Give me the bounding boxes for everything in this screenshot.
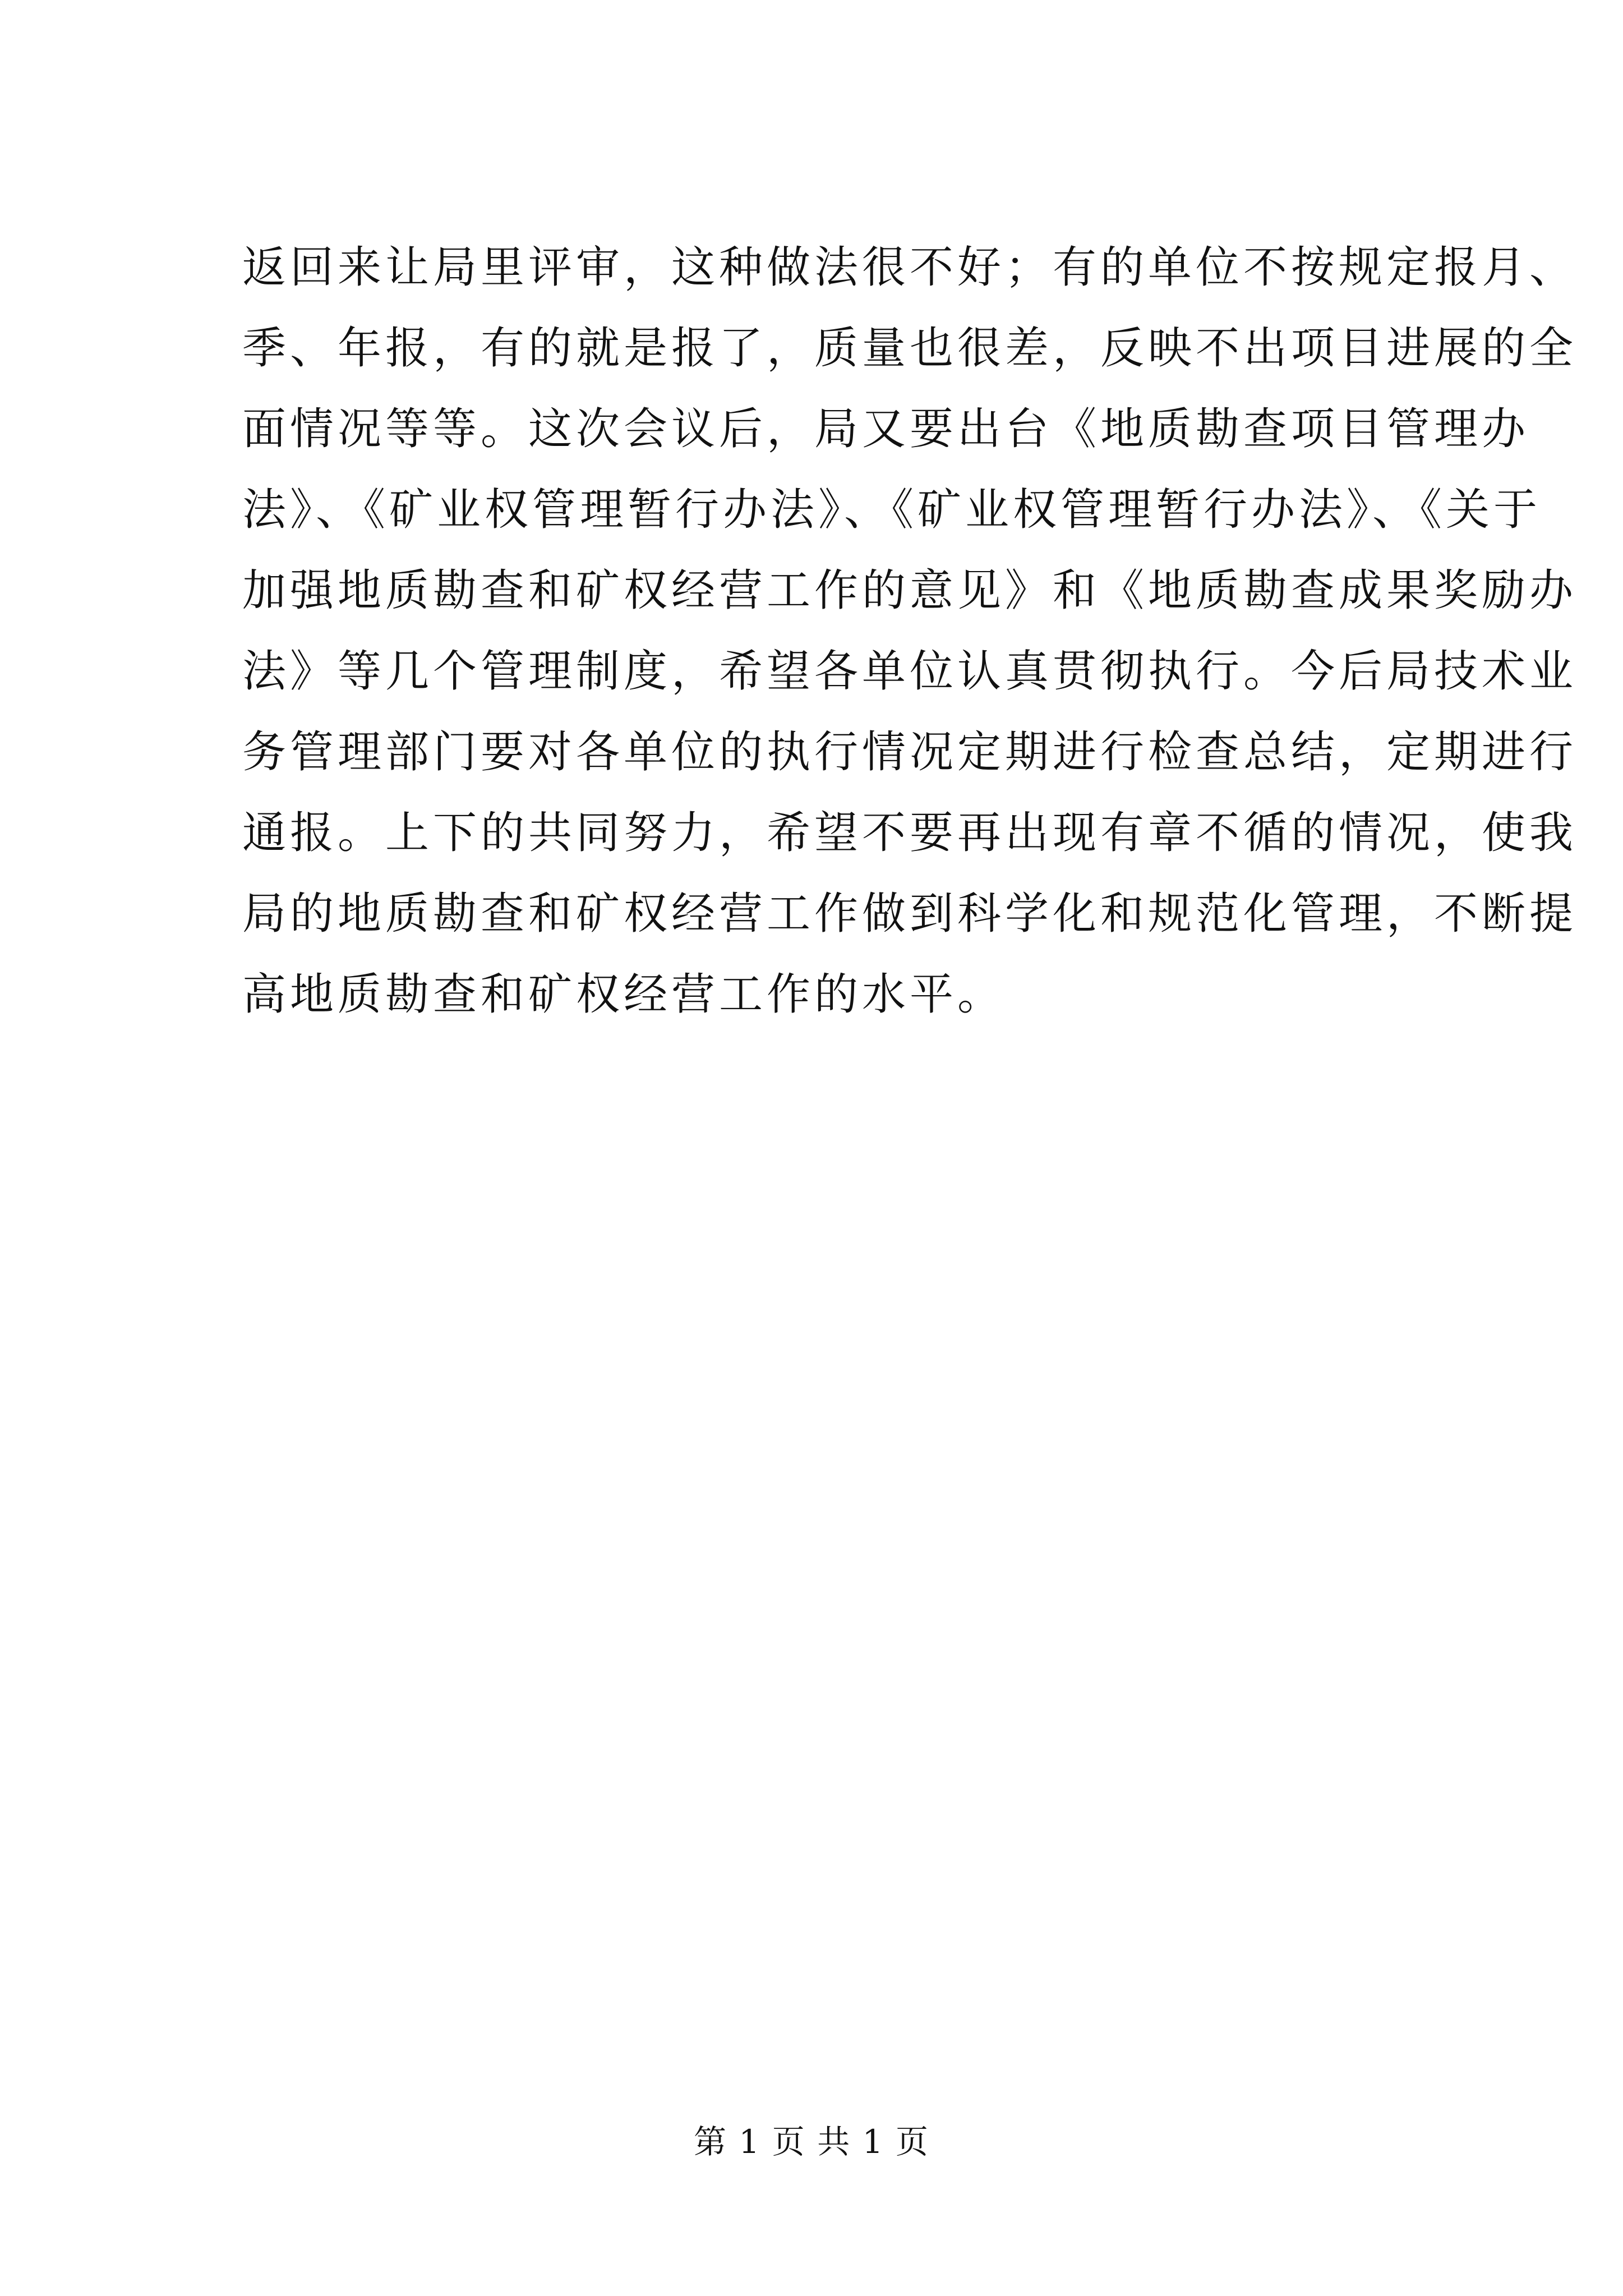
text-line: 务管理部门要对各单位的执行情况定期进行检查总结，定期进行 — [242, 727, 1578, 777]
text-line: 法》等几个管理制度，希望各单位认真贯彻执行。今后局技术业 — [242, 646, 1578, 697]
text-line: 法》、《矿业权管理暂行办法》、《矿业权管理暂行办法》、《关于 — [242, 485, 1542, 535]
body-paragraph — [242, 227, 1578, 1035]
text-line: 返回来让局里评审，这种做法很不好；有的单位不按规定报月、 — [242, 242, 1578, 293]
text-line: 加强地质勘查和矿权经营工作的意见》和《地质勘查成果奖励办 — [242, 565, 1578, 616]
text-line: 面情况等等。这次会议后，局又要出台《地质勘查项目管理办 — [242, 404, 1530, 454]
text-line: 通报。上下的共同努力，希望不要再出现有章不循的情况，使我 — [242, 808, 1578, 858]
page-footer: 第 1 页 共 1 页 — [694, 2123, 929, 2161]
text-line: 季、年报，有的就是报了，质量也很差，反映不出项目进展的全 — [242, 323, 1578, 374]
text-line: 局的地质勘查和矿权经营工作做到科学化和规范化管理，不断提 — [242, 889, 1578, 939]
text-line: 高地质勘查和矿权经营工作的水平。 — [242, 969, 1006, 1020]
